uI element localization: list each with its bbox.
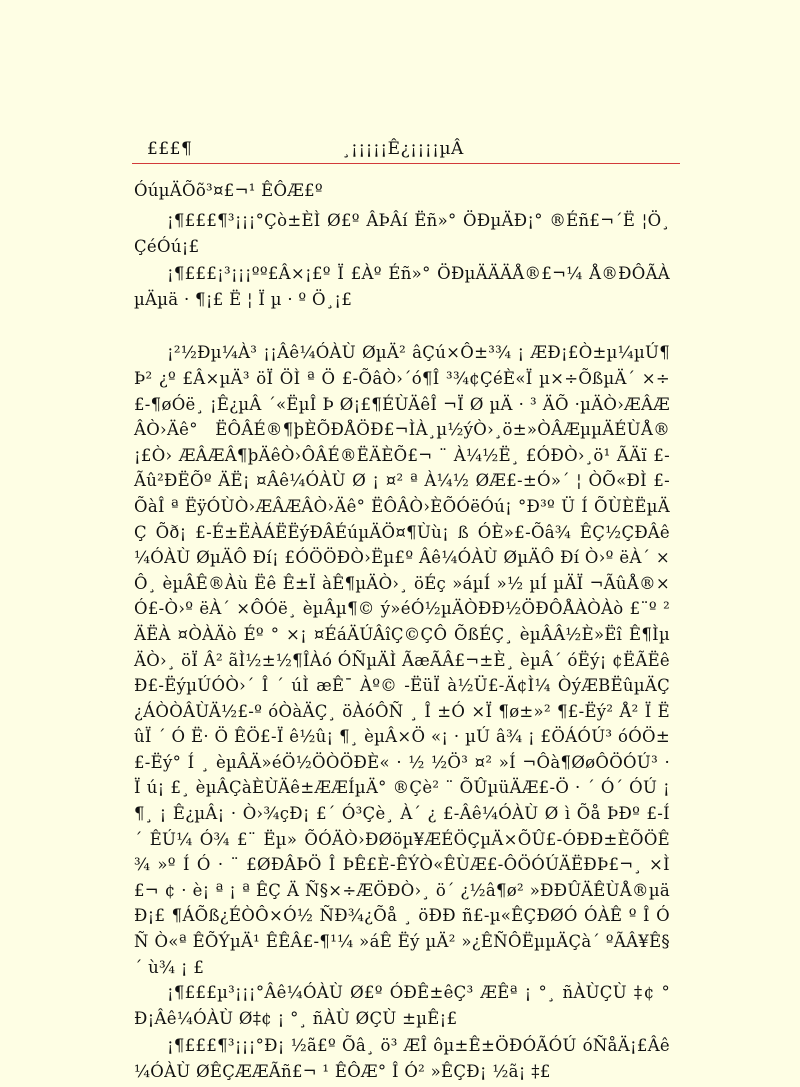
section-heading: ÓúµÄÕõ³¤£¬¹ ÊÔÆ£º: [134, 181, 323, 200]
note-item: ¡¶£££¶³¡¡¡°Çò±ÈÌ Ø£º ÂÞÂí Ëñ»° ÖÐµÄÐ¡° ®Éñ£¬´Ë ¦Ö¸ÇéÓú¡£: [134, 211, 670, 256]
body-paragraph: ¡²½Ðµ¼À³ ¡¡Âê¼ÓÀÙ ØµÄ² âÇú×Ô±³¾ ¡ ÆÐ¡£Ò±µ¼µÚ¶Þ² ¿º £Â×µÄ³ öÏ ÖÌ ª Ö £-ÕâÒ›´ó¶Î ³¾¢ÇéÈ«Ï µ×÷ÕßµÄ´ ×÷£-¶øÓë¸ ¡Ê¿µÂ ´«ËµÎ Þ Ø¡£¶ÉÙÄêÎ ¬Ï Ø µÄ · ³ ÄÕ ·µÄÒ›ÆÂÆÂÒ›Äê° ËÔÂÉ®¶þÈÕÐÅÖÐ£¬ÌÀ¸µ½ýÒ›¸ö±»ÒÂÆµµÄÉÙÅ®¡£Ò› ÆÂÆÂ¶þÄêÒ›ÔÂÉ®ËÄÈÕ£¬ ¨ À¼½Ë¸ £ÓÐÒ›¸ö¹ ÃÄï £-Ãû²ÐËÕº ÄË¡ ¤Âê¼ÓÀÙ Ø ¡ ¤² ª À¼½ ØÆ£-±Ó»´ ¦ ÒÕ«ÐÌ £-ÕàÎ ª ËÿÓÙÒ›ÆÂÆÂÒ›Äê° ËÔÂÒ›ÈÕÓëÓú¡ °Ð³º Ü Í ÕÙÈËµÄÇ Õð¡ £-É±ËÀÁËËýÐÂÉúµÄÖ¤¶Ùù¡ ß ÓÈ»£-Õâ¾ ÊÇ½ÇÐÂê¼ÓÀÙ ØµÄÔ Ðí¡ £ÓÖÖÐÒ›Ëµ£º Âê¼ÓÀÙ ØµÄÔ Ðí Ò›º ëÀ´ ×Ô¸ èµÂÊ®Àù Ëê Ê±Ï àÊ¶µÄÒ›¸ öÉç »áµÍ »½ µÍ µÄÏ ¬ÃûÅ®×Ó£-Ò›º ëÀ´ ×ÔÓë¸ èµÂµ¶© ý»éÓ½µÄÒÐÐ½ÖÐÔÅÀÒÀò £¨º ² ÄËÀ ¤ÒÀÄò Éº ° ×¡ ¤ÉáÄÚÂîÇ©ÇÔ ÕßÉÇ¸ èµÂÂ½È»Ëî Ê¶ÌµÄÒ›¸ öÏ Â² ãÌ½±½¶ÎÀó ÓÑµÄÌ ÃæÃÂ£¬±È¸ èµÂ´ óËý¡ ¢ËÃËêÐ£-ËýµÚÓÒ›´ Î ´ úÌ æÊ¯ Àº© -ËüÏ à½Ü£-Ä¢Ì¼ ÒýÆBËûµÄÇ¿ÁÒÒÂÙÄ½£-º óÒàÄÇ¸ öÀóÔÑ ¸ Î ±Ó ×Ï ¶ø±»² ¶£-Ëý² Å² Ï ËûÏ ´ Ó Ë· Ö ÊÖ£-Ï ê½û¡ ¶¸ èµÂ×Ö «¡ · µÚ â¾ ¡ £ÖÁÓÚ³ óÓÖ±£-Ëý° Í ¸ èµÂÄ»éÖ½ÖÒÖÐÈ« · ½ ½Ö³ ¤² »Í ¬Ôà¶ØøÔÖÓÚ³ · Ï ú¡ £¸ èµÂÇàÈÙÄê±ÆÆÍµÄ° ®Çè² ¨ ÕÛµüÄÆ£-Ö · ´ Ó´ ÓÚ ¡ ¶¸ ¡ Ê¿µÂ¡ · Ò›¾çÐ¡ £´ Ó³Çè¸ À´ ¿ £-Âê¼ÓÀÙ Ø ì Õå ÞÐº £-Í ´ ÊÚ¼ Ó¾ £¨ Ëµ» ÕÓÄÒ›ÐØöµ¥ÆÉÖÇµÄ×ÕÛ£-ÓÐÐ±ÈÕÖÊ¾ »º Í Ó · ¨ £ØÐÂÞÖ Î ÞÊ£È-ÊÝÒ«ÊÙÆ£-ÔÖÓÚÄËÐÞ£¬¸ ×Ì £¬ ¢ · è¡ ª ¡ ª ÊÇ Ä Ñ§×÷ÆÖÐÒ›¸ ö´ ¿½â¶ø² »ÐÐÛÄÊÙÅ®µäÐ¡£ ¶ÁÕß¿ÉÒÔ×Ó½ ÑÐ¾¿Õå ¸ öÐÐ ñ£-µ«ÊÇÐØÓ ÓÀÊ º Î Ó Ñ Ò«ª ÊÕÝµÄ¹ ÊÊÂ£-¶¹¼ »áÊ Ëý µÄ² »¿ÊÑÔËµµÄÇà´ ºÃÂ¥Ê§´ ù¾ ¡ £: [134, 343, 670, 977]
note-item: ¡¶£££¶³¡¡¡°Ð¡ ½ã£º Õâ¸ ö³ ÆÎ ôµ±Ê±ÖÐÓÃÓÚ óÑåÄ¡£Âê¼ÓÀÙ ØÊÇÆÆÃñ£¬ ¹ ÊÔÆ° Î Ó² »ÊÇÐ¡ ½ã¡ ‡£: [134, 1036, 670, 1081]
paragraph-gap: [134, 314, 670, 340]
header-rule: [132, 163, 680, 164]
note-item: ¡¶£££µ³¡¡¡°Âê¼ÓÀÙ Ø£º ÓÐÊ±êÇ³ ÆÊª ¡ °¸ ñÀÙÇÙ ‡¢ °Ð¡Âê¼ÓÀÙ Ø‡¢ ¡ °¸ ñÀÙ ØÇÙ ±µÊ¡£: [134, 983, 670, 1028]
header-title: ¸¡¡¡¡¡Ê¿¡¡¡¡µÂ: [342, 139, 464, 159]
header-page-marker: £££¶: [147, 139, 193, 159]
running-header: [132, 135, 680, 165]
note-item: ¡¶£££¡³¡¡¡ºº£Â×¡£º Ï £Àº Éñ»° ÖÐµÄÄÄÅ®£¬¼ Å®ÐÔÃÀµÄµä · ¶¡£ Ë ¦ Ï µ · º Ö¸¡£: [134, 264, 670, 309]
page-body: [134, 178, 670, 1087]
